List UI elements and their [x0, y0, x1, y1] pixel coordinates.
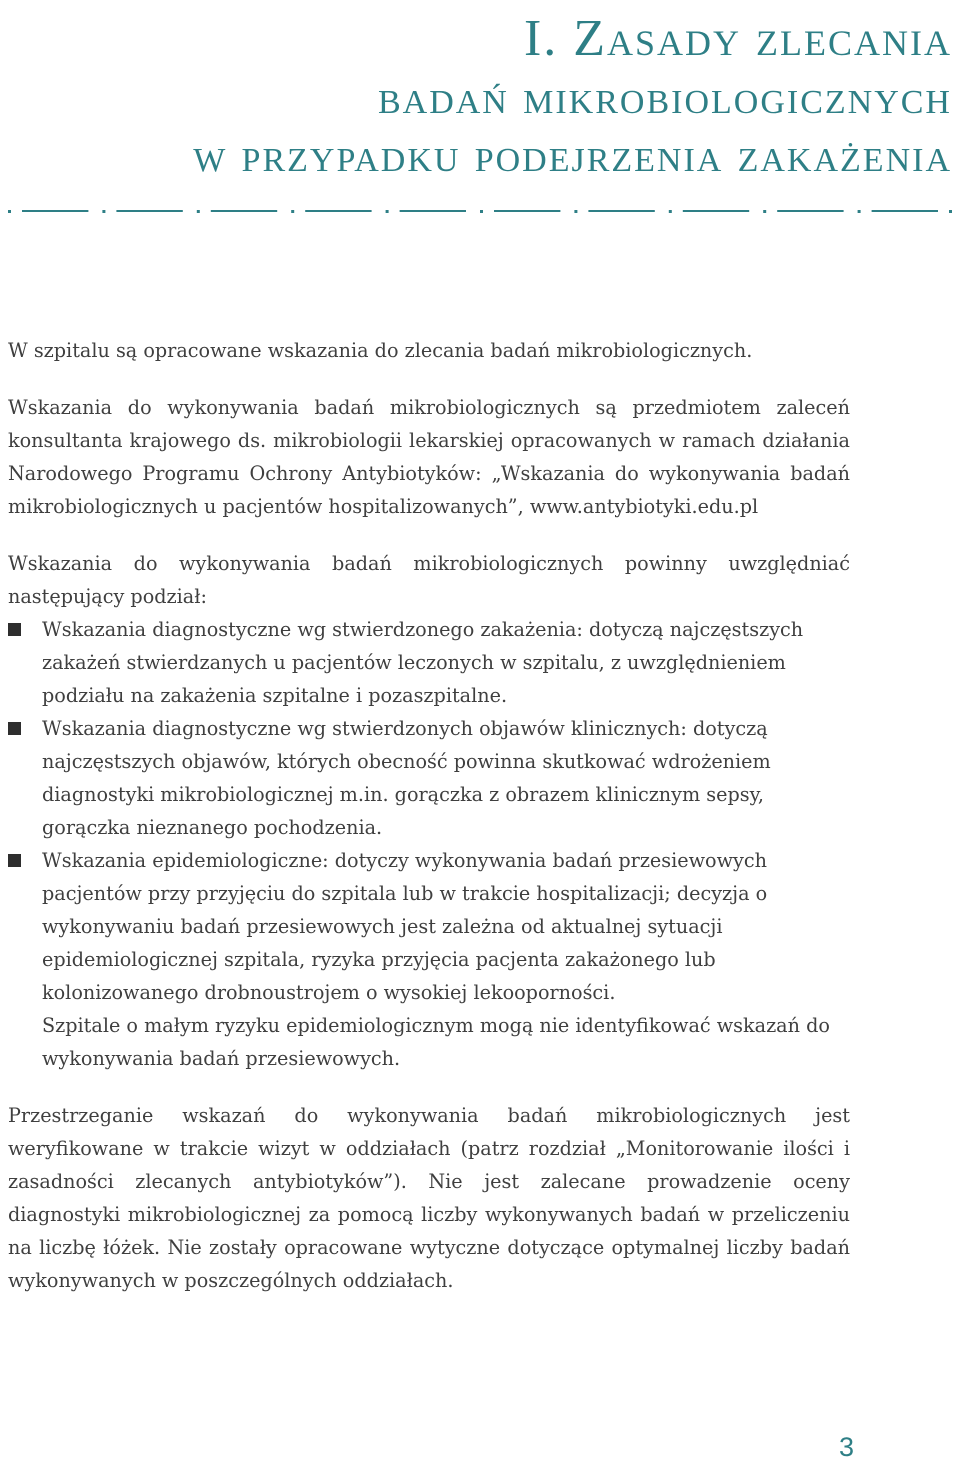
- decorative-dash-dot-rule: [8, 204, 952, 218]
- page-number: 3: [838, 1432, 854, 1462]
- rule-dot: [291, 210, 294, 213]
- list-item-text-continued: Szpitale o małym ryzyku epidemiologicznym mogą nie identyfikować wskazań do wykonywania badań przesiewowych.: [42, 1014, 830, 1070]
- main-content: [8, 334, 850, 1297]
- chapter-heading: [193, 10, 952, 184]
- chapter-heading-line-3: w przypadku podejrzenia zakażenia: [193, 127, 952, 182]
- paragraph-4: Przestrzeganie wskazań do wykonywania badań mikrobiologicznych jest weryfikowane w trakcie wizyt w oddziałach (patrz rozdział „Monitorowanie ilości i zasadności zlecanych antybiotyków”). Nie jest zalecane prowadzenie oceny diagnostyki mikrobiologicznej za pomocą liczby wykonywanych badań w przeliczeniu na liczbę łóżek. Nie zostały opracowane wytyczne dotyczące optymalnej liczby badań wykonywanych w poszczególnych oddziałach.: [8, 1104, 850, 1292]
- rule-dot: [669, 210, 672, 213]
- rule-dot: [386, 210, 389, 213]
- rule-dash: [116, 210, 182, 212]
- rule-dash: [305, 210, 371, 212]
- rule-dash: [588, 210, 654, 212]
- rule-dot: [102, 210, 105, 213]
- rule-dash: [872, 210, 938, 212]
- rule-dot: [8, 210, 11, 213]
- rule-dash: [400, 210, 466, 212]
- chapter-heading-line-1: I. Zasady zlecania: [523, 10, 952, 67]
- rule-dot: [763, 210, 766, 213]
- chapter-heading-line-2: badań mikrobiologicznych: [377, 69, 952, 124]
- rule-dash: [683, 210, 749, 212]
- rule-dot: [197, 210, 200, 213]
- rule-dash: [211, 210, 277, 212]
- rule-dash: [494, 210, 560, 212]
- square-bullet-icon: [8, 623, 21, 636]
- list-item: [8, 712, 850, 844]
- rule-dash: [777, 210, 843, 212]
- list-item: [8, 844, 850, 1075]
- rule-dot: [949, 210, 952, 213]
- paragraph-2: Wskazania do wykonywania badań mikrobiologicznych są przedmiotem zaleceń konsultanta krajowego ds. mikrobiologii lekarskiej opracowanych w ramach działania Narodowego Programu Ochrony Antybiotyków: „Wskazania do wykonywania badań mikrobiologicznych u pacjentów hospitalizowanych”, www.antybiotyki.edu.pl: [8, 396, 850, 518]
- square-bullet-icon: [8, 722, 21, 735]
- rule-dot: [480, 210, 483, 213]
- indications-list: [8, 613, 850, 1075]
- list-item-text: Wskazania epidemiologiczne: dotyczy wykonywania badań przesiewowych pacjentów przy przyjęciu do szpitala lub w trakcie hospitalizacji; decyzja o wykonywaniu badań przesiewowych jest zależna od aktualnej sytuacji epidemiologicznej szpitala, ryzyka przyjęcia pacjenta zakażonego lub kolonizowanego drobnoustrojem o wysokiej lekooporności.: [42, 849, 768, 1004]
- rule-dot: [858, 210, 861, 213]
- rule-dash: [22, 210, 88, 212]
- list-item-text: Wskazania diagnostyczne wg stwierdzonego zakażenia: dotyczą najczęstszych zakażeń stwierdzanych u pacjentów leczonych w szpitalu, z uwzględnieniem podziału na zakażenia szpitalne i pozaszpitalne.: [42, 618, 804, 707]
- paragraph-1: W szpitalu są opracowane wskazania do zlecania badań mikrobiologicznych.: [8, 339, 753, 362]
- square-bullet-icon: [8, 854, 21, 867]
- paragraph-3: Wskazania do wykonywania badań mikrobiologicznych powinny uwzględniać następujący podział:: [8, 552, 850, 608]
- list-item-text: Wskazania diagnostyczne wg stwierdzonych objawów klinicznych: dotyczą najczęstszych objawów, których obecność powinna skutkować wdrożeniem diagnostyki mikrobiologicznej m.in. gorączka z obrazem klinicznym sepsy, gorączka nieznanego pochodzenia.: [42, 717, 771, 839]
- list-item: [8, 613, 850, 712]
- rule-dot: [574, 210, 577, 213]
